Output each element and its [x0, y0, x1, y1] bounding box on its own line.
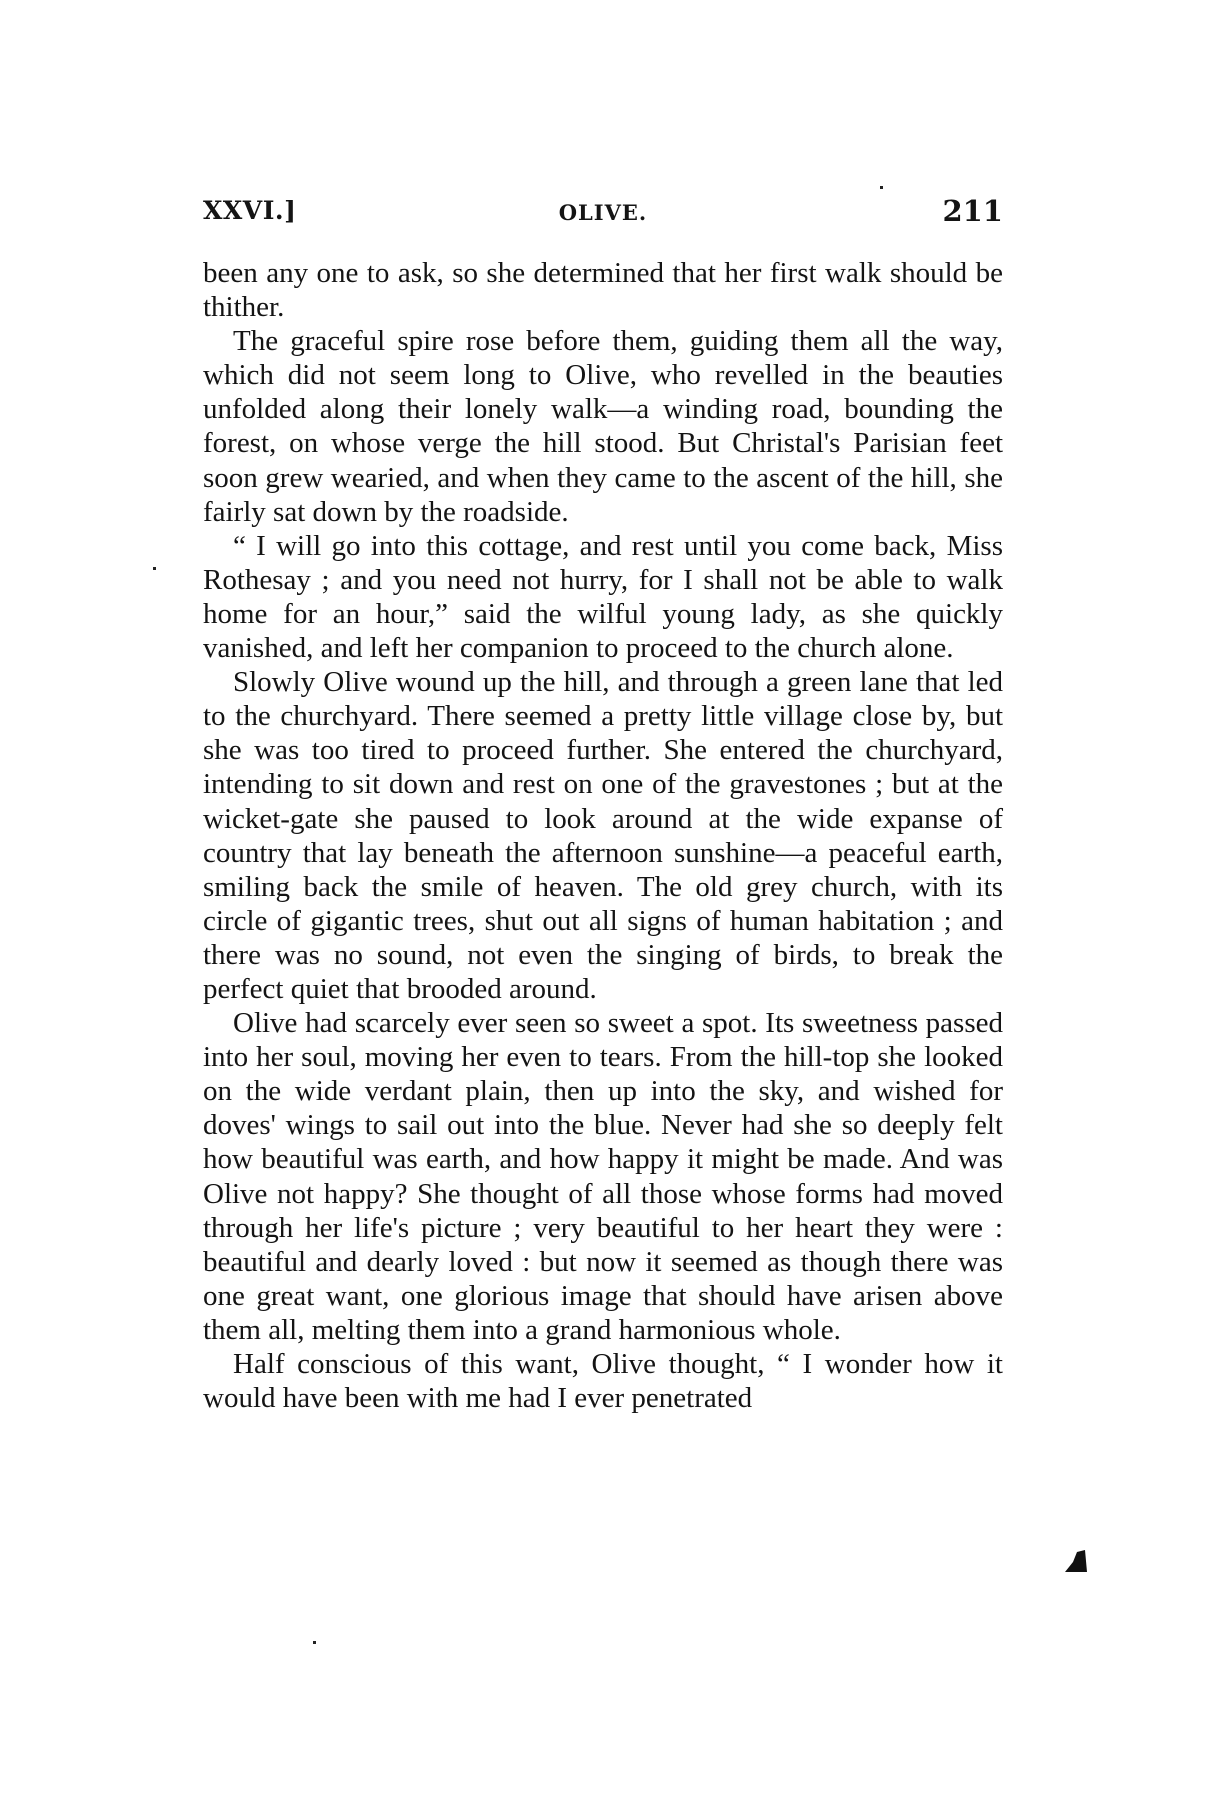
paragraph: The graceful spire rose before them, guiding them all the way, which did not seem long to Olive, who revelled in the beauties unfolded along their lonely walk—a winding road, bounding the forest, on whose verge the hill stood. But Christal's Parisian feet soon grew wearied, and when they came to the ascent of the hill, she fairly sat down by the roadside. [203, 325, 1003, 528]
corner-blot-mark [1063, 1548, 1089, 1574]
page-number: 211 [942, 194, 1003, 228]
paragraph: “ I will go into this cottage, and rest until you come back, Miss Rothesay ; and you need not hurry, for I shall not be able to walk home for an hour,” said the wilful young lady, as she quickly vanished, and left her companion to proceed to the church alone. [203, 529, 1003, 665]
running-title: OLIVE. [558, 200, 648, 225]
chapter-number: XXVI.] [203, 196, 297, 225]
body-text [203, 256, 1003, 1415]
paragraph: Half conscious of this want, Olive thought, “ I wonder how it would have been with me had I ever penetrated [203, 1348, 1003, 1415]
ink-speck [153, 567, 156, 570]
paragraph: Slowly Olive wound up the hill, and through a green lane that led to the churchyard. There seemed a pretty little village close by, but she was too tired to proceed further. She entered the churchyard, intending to sit down and rest on one of the gravestones ; but at the wicket-gate she paused to look around at the wide expanse of country that lay beneath the afternoon sunshine—a peaceful earth, smiling back the smile of heaven. The old grey church, with its circle of gigantic trees, shut out all signs of human habitation ; and there was no sound, not even the singing of birds, to break the perfect quiet that brooded around. [203, 666, 1003, 1005]
ink-speck [880, 186, 883, 189]
paragraph: been any one to ask, so she determined that her first walk should be thither. [203, 257, 1003, 324]
ink-speck [313, 1641, 316, 1644]
running-head [203, 196, 1003, 236]
paragraph: Olive had scarcely ever seen so sweet a spot. Its sweetness passed into her soul, moving her even to tears. From the hill-top she looked on the wide verdant plain, then up into the sky, and wished for doves' wings to sail out into the blue. Never had she so deeply felt how beautiful was earth, and how happy it might be made. And was Olive not happy? She thought of all those whose forms had moved through her life's picture ; very beautiful to her heart they were : beautiful and dearly loved : but now it seemed as though there was one great want, one glorious image that should have arisen above them all, melting them into a grand harmonious whole. [203, 1007, 1003, 1346]
